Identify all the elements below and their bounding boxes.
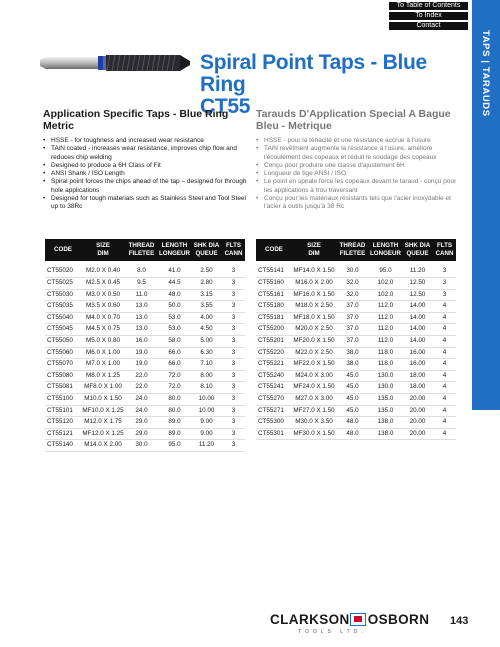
- shank-dia-cell: 20.00: [402, 393, 433, 405]
- brand-right: OSBORN: [367, 612, 430, 627]
- brand-subtitle: TOOLS LTD.: [298, 629, 367, 635]
- shank-dia-cell: 18.00: [402, 382, 433, 394]
- shank-dia-cell: 14.00: [402, 312, 433, 324]
- shank-dia-cell: 6.30: [191, 347, 222, 359]
- code-cell: CT55270: [256, 393, 292, 405]
- table-row: [256, 289, 456, 301]
- column-header-label: CODE: [265, 246, 283, 253]
- thread-length-cell: 30.0: [125, 440, 158, 452]
- shank-dia-cell: 3.15: [191, 289, 222, 301]
- shank-dia-cell: 12.50: [402, 278, 433, 290]
- overall-length-cell: 138.0: [369, 428, 402, 440]
- french-heading: Tarauds D'Application Special A Bague Bleu - Metrique: [256, 108, 451, 132]
- flutes-cell: 3: [222, 347, 245, 359]
- table-row: [256, 301, 456, 313]
- column-header-label: THREAD: [128, 242, 155, 249]
- blue-ring: [98, 56, 103, 70]
- flutes-cell: 3: [222, 440, 245, 452]
- french-feature-item: • HSSE - pour la ténacité et une résistance accrue à l'usure: [256, 137, 466, 145]
- overall-length-cell: 138.0: [369, 417, 402, 429]
- thread-length-cell: 13.0: [125, 301, 158, 313]
- overall-length-cell: 102.0: [369, 289, 402, 301]
- code-cell: CT55201: [256, 335, 292, 347]
- size-cell: MF12.0 X 1.25: [81, 428, 125, 440]
- shank-dia-cell: 10.00: [191, 405, 222, 417]
- english-feature-item: • TAiN coated - increases wear resistance, improves chip flow and reduces chip welding: [43, 145, 248, 162]
- code-cell: CT55140: [45, 440, 81, 452]
- french-feature-item: • Longueur de tige ANSI / ISO: [256, 170, 466, 178]
- shank-dia-cell: 14.00: [402, 335, 433, 347]
- english-feature-item: • Spiral point forces the chips ahead of the tap – designed for through hole applications: [43, 178, 248, 195]
- thread-length-cell: 32.0: [336, 278, 369, 290]
- flutes-cell: 3: [222, 393, 245, 405]
- table-row: [256, 370, 456, 382]
- column-header-sublabel: CANN: [224, 250, 243, 257]
- shank-dia-cell: 2.80: [191, 278, 222, 290]
- thread-length-cell: 24.0: [125, 405, 158, 417]
- thread-length-cell: 45.0: [336, 370, 369, 382]
- table-row: [45, 312, 245, 324]
- shank-dia-cell: 18.00: [402, 370, 433, 382]
- flutes-cell: 3: [222, 428, 245, 440]
- overall-length-cell: 72.0: [158, 370, 191, 382]
- code-cell: CT55025: [45, 278, 81, 290]
- size-cell: M7.0 X 1.00: [81, 359, 125, 371]
- table-of-contents-link[interactable]: To Table of Contents: [389, 2, 468, 10]
- size-cell: M22.0 X 2.50: [292, 347, 336, 359]
- code-cell: CT55030: [45, 289, 81, 301]
- code-cell: CT55070: [45, 359, 81, 371]
- code-cell: CT55300: [256, 417, 292, 429]
- size-cell: M5.0 X 0.80: [81, 335, 125, 347]
- shank-dia-cell: 20.00: [402, 417, 433, 429]
- french-description: [256, 108, 466, 212]
- column-header-sublabel: LONGEUR: [159, 250, 190, 257]
- flutes-cell: 3: [433, 278, 456, 290]
- size-cell: M10.0 X 1.50: [81, 393, 125, 405]
- flutes-cell: 4: [433, 405, 456, 417]
- overall-length-cell: 102.0: [369, 278, 402, 290]
- table-row: [45, 335, 245, 347]
- thread-length-cell: 37.0: [336, 335, 369, 347]
- shank-dia-cell: 10.00: [191, 393, 222, 405]
- english-description: [43, 108, 248, 212]
- code-cell: CT55241: [256, 382, 292, 394]
- column-header-label: SHK DIA: [193, 242, 220, 249]
- column-header-label: FLTS: [225, 242, 241, 249]
- overall-length-cell: 89.0: [158, 428, 191, 440]
- table-row: [45, 405, 245, 417]
- code-cell: CT55301: [256, 428, 292, 440]
- thread-length-cell: 9.5: [125, 278, 158, 290]
- column-header: [222, 239, 245, 261]
- shank-dia-cell: 11.20: [402, 266, 433, 278]
- thread-length-cell: 13.0: [125, 324, 158, 336]
- column-header: [125, 239, 158, 261]
- column-header-sublabel: CANN: [435, 250, 454, 257]
- flutes-cell: 4: [433, 324, 456, 336]
- size-cell: M27.0 X 3.00: [292, 393, 336, 405]
- shank-dia-cell: 8.10: [191, 382, 222, 394]
- tap-neck: [103, 56, 106, 70]
- english-feature-item: • ANSI Shank / ISO Length: [43, 170, 248, 178]
- overall-length-cell: 80.0: [158, 393, 191, 405]
- page-number: 143: [450, 615, 469, 627]
- size-cell: MF24.0 X 1.50: [292, 382, 336, 394]
- table-row: [256, 312, 456, 324]
- size-cell: MF14.0 X 1.50: [292, 266, 336, 278]
- column-header-sublabel: DIM: [97, 250, 109, 257]
- thread-length-cell: 19.0: [125, 347, 158, 359]
- code-cell: CT55141: [256, 266, 292, 278]
- overall-length-cell: 66.0: [158, 347, 191, 359]
- overall-length-cell: 72.0: [158, 382, 191, 394]
- logo-badge-icon: [350, 613, 366, 626]
- right-spec-table: [256, 239, 456, 440]
- overall-length-cell: 118.0: [369, 347, 402, 359]
- english-feature-item: • HSSE - for toughness and increased wear resistance: [43, 137, 248, 145]
- flutes-cell: 4: [433, 335, 456, 347]
- tap-point: [180, 55, 190, 71]
- column-header-label: SHK DIA: [404, 242, 431, 249]
- code-cell: CT55040: [45, 312, 81, 324]
- table-row: [256, 382, 456, 394]
- shank-dia-cell: 4.50: [191, 324, 222, 336]
- thread-length-cell: 19.0: [125, 359, 158, 371]
- table-row: [45, 324, 245, 336]
- overall-length-cell: 80.0: [158, 405, 191, 417]
- code-cell: CT55240: [256, 370, 292, 382]
- flutes-cell: 3: [222, 335, 245, 347]
- table-row: [45, 266, 245, 278]
- code-cell: CT55101: [45, 405, 81, 417]
- size-cell: M24.0 X 3.00: [292, 370, 336, 382]
- size-cell: M20.0 X 2.50: [292, 324, 336, 336]
- overall-length-cell: 130.0: [369, 370, 402, 382]
- english-feature-item: • Designed to produce a 6H Class of Fit: [43, 162, 248, 170]
- flutes-cell: 3: [222, 278, 245, 290]
- thread-length-cell: 48.0: [336, 428, 369, 440]
- overall-length-cell: 53.0: [158, 312, 191, 324]
- overall-length-cell: 89.0: [158, 417, 191, 429]
- thread-length-cell: 24.0: [125, 393, 158, 405]
- column-header: [369, 239, 402, 261]
- overall-length-cell: 112.0: [369, 324, 402, 336]
- size-cell: MF10.0 X 1.25: [81, 405, 125, 417]
- english-heading: Application Specific Taps - Blue Ring Metric: [43, 108, 229, 132]
- column-header: [292, 239, 336, 261]
- thread-length-cell: 45.0: [336, 393, 369, 405]
- flutes-cell: 3: [433, 289, 456, 301]
- size-cell: M3.0 X 0.50: [81, 289, 125, 301]
- code-cell: CT55080: [45, 370, 81, 382]
- column-header: [158, 239, 191, 261]
- table-header-row: [45, 239, 245, 261]
- top-nav: [389, 2, 468, 32]
- table-row: [256, 266, 456, 278]
- overall-length-cell: 135.0: [369, 405, 402, 417]
- shank-dia-cell: 12.50: [402, 289, 433, 301]
- brand-left: CLARKSON: [270, 612, 350, 627]
- column-header: [433, 239, 456, 261]
- table-row: [256, 393, 456, 405]
- code-cell: CT55045: [45, 324, 81, 336]
- tap-shank: [40, 57, 98, 69]
- thread-length-cell: 13.0: [125, 312, 158, 324]
- table-row: [45, 359, 245, 371]
- size-cell: M6.0 X 1.00: [81, 347, 125, 359]
- french-feature-item: • Conçu pour les matériaux résistants tels que l'acier inoxydable et l'acier à outils jusqu'à 38 Rc: [256, 195, 466, 212]
- french-feature-item: • Conçu pour produire une classe d'ajustement 6H: [256, 162, 466, 170]
- table-row: [45, 440, 245, 452]
- flutes-cell: 3: [222, 301, 245, 313]
- title-line-1: Spiral Point Taps - Blue Ring: [200, 51, 427, 96]
- overall-length-cell: 58.0: [158, 335, 191, 347]
- contact-link[interactable]: Contact: [389, 22, 468, 30]
- overall-length-cell: 135.0: [369, 393, 402, 405]
- shank-dia-cell: 11.20: [191, 440, 222, 452]
- flutes-cell: 3: [222, 266, 245, 278]
- left-spec-table: [45, 239, 245, 452]
- thread-length-cell: 37.0: [336, 324, 369, 336]
- thread-length-cell: 37.0: [336, 312, 369, 324]
- code-cell: CT55221: [256, 359, 292, 371]
- flutes-cell: 4: [433, 359, 456, 371]
- column-header-sublabel: DIM: [308, 250, 320, 257]
- size-cell: MF22.0 X 1.50: [292, 359, 336, 371]
- overall-length-cell: 95.0: [158, 440, 191, 452]
- code-cell: CT55180: [256, 301, 292, 313]
- overall-length-cell: 48.0: [158, 289, 191, 301]
- column-header-label: SIZE: [307, 242, 321, 249]
- column-header-sublabel: FILETEE: [339, 250, 366, 257]
- overall-length-cell: 53.0: [158, 324, 191, 336]
- overall-length-cell: 112.0: [369, 312, 402, 324]
- size-cell: MF8.0 X 1.00: [81, 382, 125, 394]
- shank-dia-cell: 16.00: [402, 347, 433, 359]
- shank-dia-cell: 20.00: [402, 428, 433, 440]
- index-link[interactable]: To Index: [389, 12, 468, 20]
- table-row: [256, 405, 456, 417]
- thread-length-cell: 22.0: [125, 370, 158, 382]
- column-header: [336, 239, 369, 261]
- code-cell: CT55220: [256, 347, 292, 359]
- column-header-sublabel: QUEUE: [406, 250, 429, 257]
- size-cell: M4.0 X 0.70: [81, 312, 125, 324]
- french-feature-list: [256, 137, 466, 212]
- code-cell: CT55181: [256, 312, 292, 324]
- french-feature-item: • Le point en spirale force les copeaux devant le taraud - conçu pour les applications à trou traversant: [256, 178, 466, 195]
- column-header: [191, 239, 222, 261]
- flutes-cell: 4: [433, 428, 456, 440]
- table-header-row: [256, 239, 456, 261]
- code-cell: CT55200: [256, 324, 292, 336]
- thread-length-cell: 30.0: [336, 266, 369, 278]
- shank-dia-cell: 9.00: [191, 428, 222, 440]
- flutes-cell: 3: [222, 405, 245, 417]
- overall-length-cell: 66.0: [158, 359, 191, 371]
- table-row: [45, 301, 245, 313]
- size-cell: M14.0 X 2.00: [81, 440, 125, 452]
- shank-dia-cell: 8.00: [191, 370, 222, 382]
- shank-dia-cell: 20.00: [402, 405, 433, 417]
- size-cell: M12.0 X 1.75: [81, 417, 125, 429]
- column-header: [402, 239, 433, 261]
- flutes-cell: 3: [222, 324, 245, 336]
- shank-dia-cell: 7.10: [191, 359, 222, 371]
- code-cell: CT55100: [45, 393, 81, 405]
- flutes-cell: 4: [433, 301, 456, 313]
- table-row: [45, 289, 245, 301]
- shank-dia-cell: 4.00: [191, 312, 222, 324]
- overall-length-cell: 95.0: [369, 266, 402, 278]
- overall-length-cell: 118.0: [369, 359, 402, 371]
- column-header-sublabel: QUEUE: [195, 250, 218, 257]
- table-row: [45, 428, 245, 440]
- table-row: [256, 278, 456, 290]
- shank-dia-cell: 14.00: [402, 324, 433, 336]
- thread-length-cell: 32.0: [336, 289, 369, 301]
- overall-length-cell: 130.0: [369, 382, 402, 394]
- column-header-label: FLTS: [436, 242, 452, 249]
- flutes-cell: 4: [433, 417, 456, 429]
- thread-length-cell: 16.0: [125, 335, 158, 347]
- table-row: [45, 347, 245, 359]
- code-cell: CT55121: [45, 428, 81, 440]
- table-row: [256, 428, 456, 440]
- table-row: [256, 417, 456, 429]
- thread-length-cell: 8.0: [125, 266, 158, 278]
- clarkson-osborn-logo: [270, 612, 435, 640]
- size-cell: M8.0 X 1.25: [81, 370, 125, 382]
- column-header: [81, 239, 125, 261]
- thread-length-cell: 29.0: [125, 417, 158, 429]
- english-feature-item: • Designed for tough materials such as Stainless Steel and Tool Steel up to 38Rc: [43, 195, 248, 212]
- french-feature-item: • TAiN revêtment augmente la résistance à l'usure, améliore l'écoulement des copeaux et réduit le soudage des copeaux: [256, 145, 466, 162]
- table-row: [45, 417, 245, 429]
- flutes-cell: 4: [433, 393, 456, 405]
- table-row: [256, 347, 456, 359]
- thread-length-cell: 38.0: [336, 359, 369, 371]
- size-cell: M18.0 X 2.50: [292, 301, 336, 313]
- shank-dia-cell: 5.00: [191, 335, 222, 347]
- code-cell: CT55060: [45, 347, 81, 359]
- overall-length-cell: 44.5: [158, 278, 191, 290]
- column-header: [256, 239, 292, 261]
- size-cell: MF27.0 X 1.50: [292, 405, 336, 417]
- flutes-cell: 3: [222, 289, 245, 301]
- thread-length-cell: 45.0: [336, 382, 369, 394]
- overall-length-cell: 112.0: [369, 335, 402, 347]
- size-cell: M16.0 X 2.00: [292, 278, 336, 290]
- column-header-label: SIZE: [96, 242, 110, 249]
- thread-length-cell: 48.0: [336, 417, 369, 429]
- size-cell: MF16.0 X 1.50: [292, 289, 336, 301]
- size-cell: MF18.0 X 1.50: [292, 312, 336, 324]
- flutes-cell: 4: [433, 347, 456, 359]
- column-header-label: LENGTH: [161, 242, 188, 249]
- column-header-label: THREAD: [339, 242, 366, 249]
- flutes-cell: 3: [222, 382, 245, 394]
- flutes-cell: 3: [222, 417, 245, 429]
- table-row: [45, 370, 245, 382]
- column-header-label: CODE: [54, 246, 72, 253]
- flutes-cell: 3: [222, 359, 245, 371]
- size-cell: MF30.0 X 1.50: [292, 428, 336, 440]
- table-row: [45, 382, 245, 394]
- table-row: [256, 359, 456, 371]
- title-line-2: CT55: [200, 95, 251, 118]
- column-header-sublabel: LONGEUR: [370, 250, 401, 257]
- shank-dia-cell: 3.55: [191, 301, 222, 313]
- size-cell: M3.5 X 0.60: [81, 301, 125, 313]
- code-cell: CT55081: [45, 382, 81, 394]
- code-cell: CT55035: [45, 301, 81, 313]
- flutes-cell: 4: [433, 370, 456, 382]
- flutes-cell: 4: [433, 382, 456, 394]
- flutes-cell: 3: [433, 266, 456, 278]
- column-header-label: LENGTH: [372, 242, 399, 249]
- shank-dia-cell: 2.50: [191, 266, 222, 278]
- code-cell: CT55020: [45, 266, 81, 278]
- column-header-sublabel: FILETEE: [128, 250, 155, 257]
- size-cell: M30.0 X 3.50: [292, 417, 336, 429]
- code-cell: CT55161: [256, 289, 292, 301]
- flutes-cell: 3: [222, 370, 245, 382]
- shank-dia-cell: 16.00: [402, 359, 433, 371]
- size-cell: M4.5 X 0.75: [81, 324, 125, 336]
- overall-length-cell: 112.0: [369, 301, 402, 313]
- table-row: [256, 335, 456, 347]
- code-cell: CT55050: [45, 335, 81, 347]
- thread-length-cell: 37.0: [336, 301, 369, 313]
- table-row: [256, 324, 456, 336]
- flutes-cell: 3: [222, 312, 245, 324]
- column-header: [45, 239, 81, 261]
- section-side-tab[interactable]: [472, 0, 500, 410]
- english-feature-list: [43, 137, 248, 212]
- spiral-point-tap-image: [40, 52, 190, 74]
- side-tab-label: TAPS | TARAUDS: [480, 30, 491, 117]
- code-cell: CT55271: [256, 405, 292, 417]
- thread-length-cell: 45.0: [336, 405, 369, 417]
- thread-length-cell: 11.0: [125, 289, 158, 301]
- overall-length-cell: 41.0: [158, 266, 191, 278]
- thread-length-cell: 29.0: [125, 428, 158, 440]
- code-cell: CT55120: [45, 417, 81, 429]
- shank-dia-cell: 14.00: [402, 301, 433, 313]
- size-cell: MF20.0 X 1.50: [292, 335, 336, 347]
- overall-length-cell: 50.0: [158, 301, 191, 313]
- table-row: [45, 278, 245, 290]
- size-cell: M2.0 X 0.40: [81, 266, 125, 278]
- size-cell: M2.5 X 0.45: [81, 278, 125, 290]
- shank-dia-cell: 9.00: [191, 417, 222, 429]
- thread-length-cell: 22.0: [125, 382, 158, 394]
- thread-length-cell: 38.0: [336, 347, 369, 359]
- table-row: [45, 393, 245, 405]
- code-cell: CT55160: [256, 278, 292, 290]
- flutes-cell: 4: [433, 312, 456, 324]
